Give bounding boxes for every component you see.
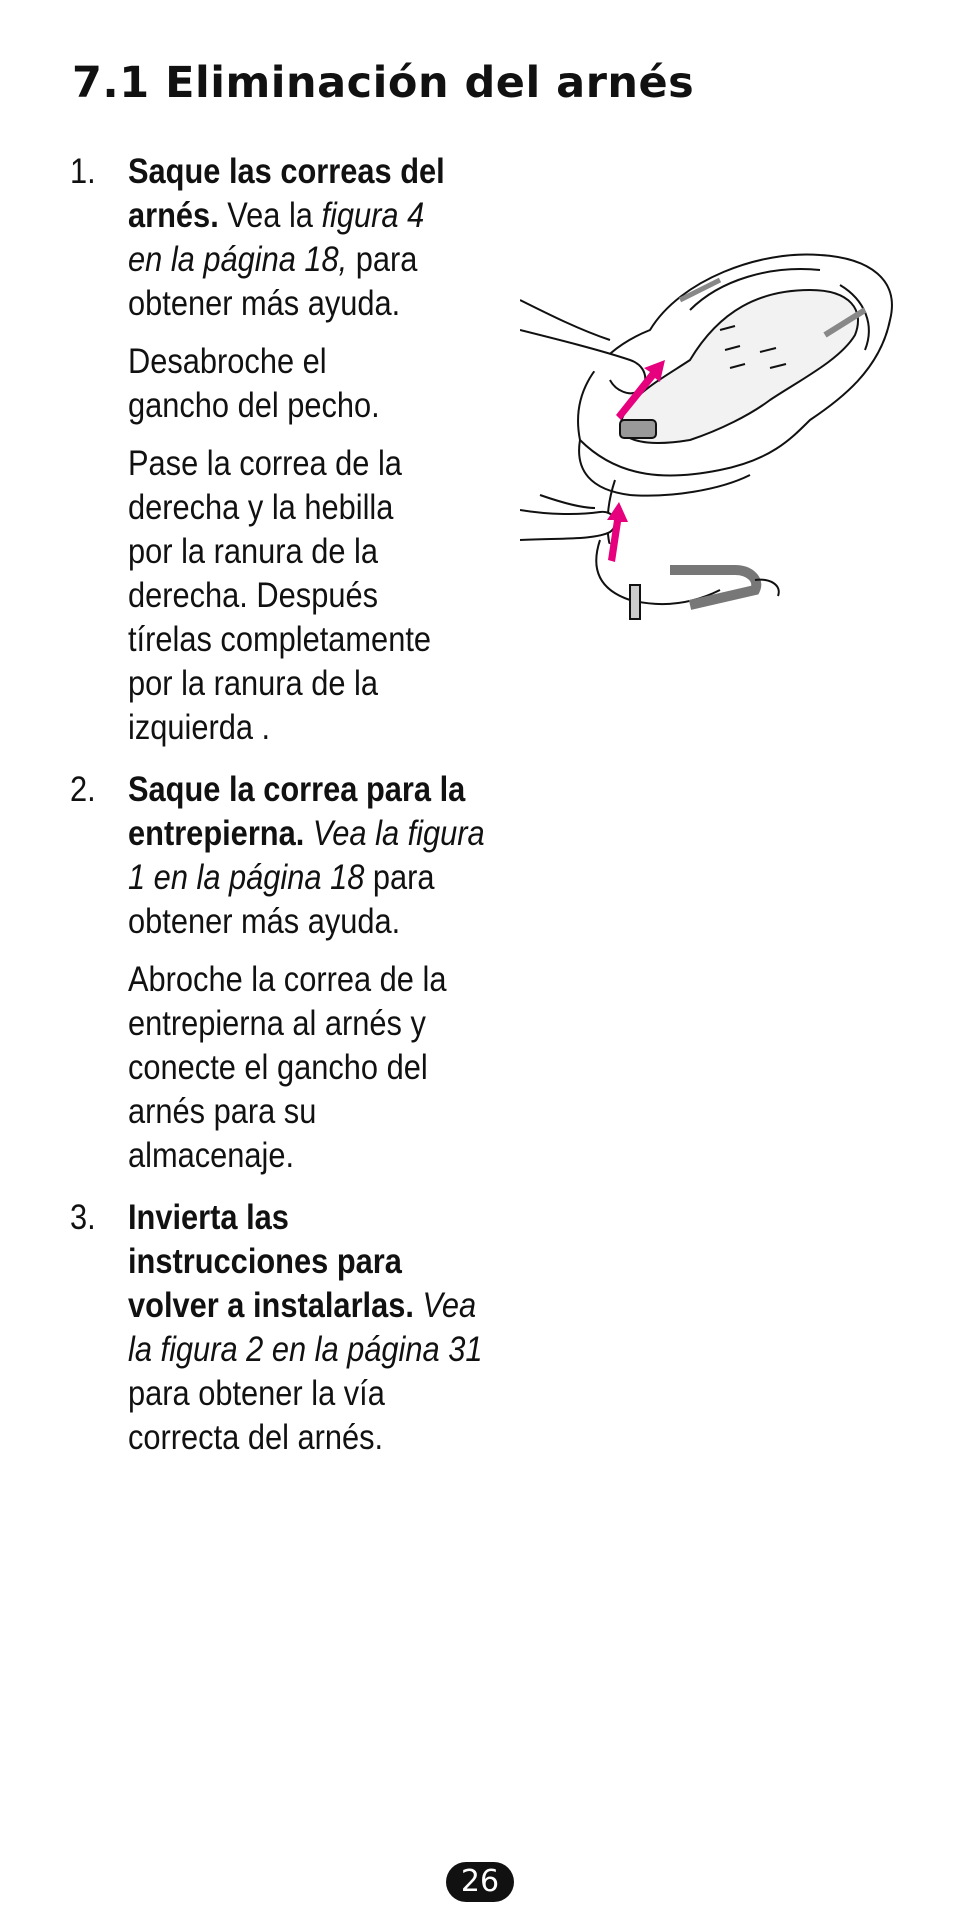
step-lead (128, 1196, 498, 1460)
page-number-badge: 26 (446, 1862, 514, 1902)
step-lead (128, 150, 462, 326)
step-lead-text: Vea la (218, 196, 322, 235)
step-lead-bold: Saque las correas del arnés. (128, 152, 445, 235)
step-lead-italic: Vea la figura 2 en la página 31 (128, 1286, 483, 1369)
step-lead-italic: figura 4 en la página 18, (128, 196, 425, 279)
step-lead-bold: Invierta las instrucciones para volver a instalarlas. (128, 1198, 414, 1325)
step-lead-italic: Vea la figura 1 en la página 18 (128, 814, 485, 897)
step-lead-bold: Saque la correa para la entrepierna. (128, 770, 466, 853)
step-paragraph: Pase la correa de la derecha y la hebilla por la ranura de la derecha. Después tírelas completamente por la ranura de la izquierda . (128, 444, 432, 747)
step-number: 1. (70, 152, 96, 191)
step-lead-text (304, 814, 313, 853)
step-lead-text (414, 1286, 423, 1325)
step-paragraph: Desabroche el gancho del pecho. (128, 342, 380, 425)
step-paragraph: Abroche la correa de la entrepierna al arnés y conecte el gancho del arnés para su almacenaje. (128, 960, 447, 1175)
step-lead-tail: para obtener más ayuda. (128, 858, 435, 941)
instruction-list (70, 150, 570, 1478)
step-number: 2. (70, 770, 96, 809)
step-lead-tail: para obtener la vía correcta del arnés. (128, 1374, 385, 1457)
step-3 (70, 1196, 570, 1460)
step-1 (70, 150, 570, 750)
step-lead-tail: para obtener más ayuda. (128, 240, 418, 323)
step-lead (128, 768, 489, 944)
page-title: 7.1 Eliminación del arnés (72, 58, 695, 108)
step-number: 3. (70, 1198, 96, 1237)
step-2 (70, 768, 570, 1178)
car-seat-harness-removal-illustration (520, 240, 900, 680)
